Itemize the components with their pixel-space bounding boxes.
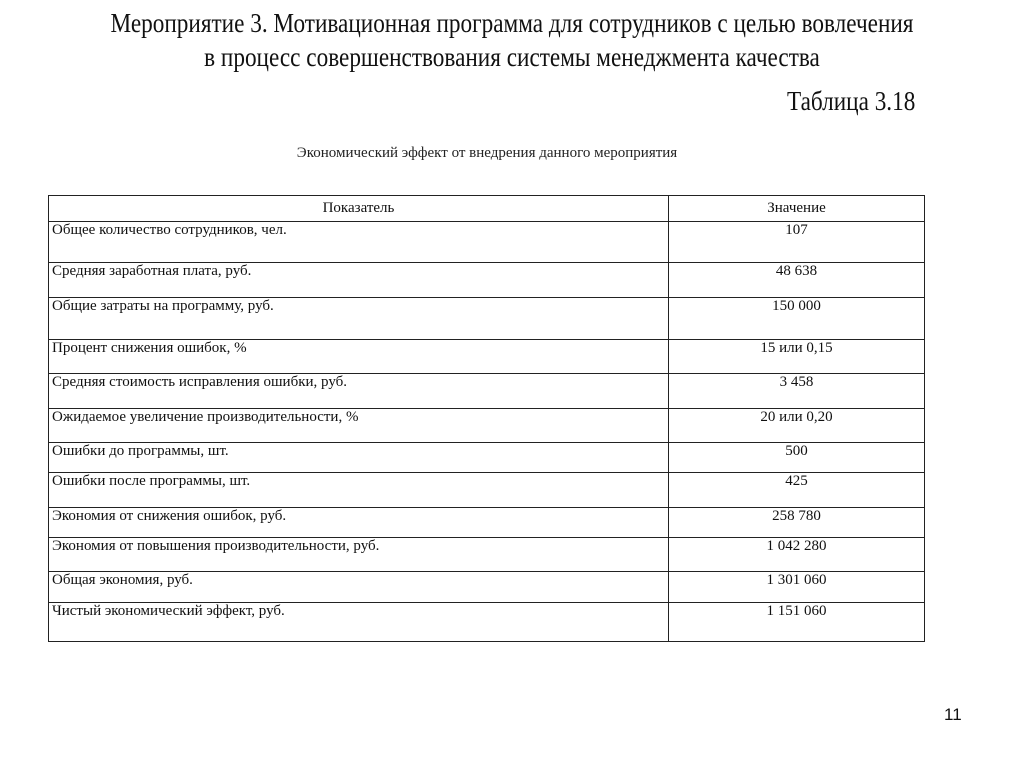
table-row: [49, 473, 925, 508]
indicator-cell: Общее количество сотрудников, чел.: [49, 222, 669, 263]
value-cell: 3 458: [669, 374, 925, 409]
economic-effect-table: [48, 195, 925, 642]
indicator-cell: Общая экономия, руб.: [49, 572, 669, 603]
table-row: [49, 409, 925, 443]
indicator-cell: Ошибки после программы, шт.: [49, 473, 669, 508]
value-cell: 107: [669, 222, 925, 263]
value-cell: 1 042 280: [669, 538, 925, 572]
table-header-row: [49, 196, 925, 222]
table-row: [49, 572, 925, 603]
indicator-cell: Ошибки до программы, шт.: [49, 443, 669, 473]
indicator-cell: Общие затраты на программу, руб.: [49, 298, 669, 340]
value-cell: 15 или 0,15: [669, 340, 925, 374]
value-cell: 150 000: [669, 298, 925, 340]
value-cell: 1 151 060: [669, 603, 925, 642]
table-caption: Экономический эффект от внедрения данного мероприятия: [296, 145, 678, 161]
page-number: 11: [944, 705, 962, 724]
column-header-value: Значение: [669, 196, 925, 222]
slide-title: [72, 6, 953, 74]
slide-title-line-2: в процесс совершенствования системы менеджмента качества: [204, 42, 820, 72]
column-header-indicator: Показатель: [49, 196, 669, 222]
table-body: [49, 222, 925, 642]
value-cell: 425: [669, 473, 925, 508]
table-row: [49, 374, 925, 409]
value-cell: 500: [669, 443, 925, 473]
value-cell: 48 638: [669, 263, 925, 298]
table-row: [49, 603, 925, 642]
indicator-cell: Чистый экономический эффект, руб.: [49, 603, 669, 642]
value-cell: 258 780: [669, 508, 925, 538]
indicator-cell: Ожидаемое увеличение производительности, %: [49, 409, 669, 443]
table-row: [49, 298, 925, 340]
indicator-cell: Средняя заработная плата, руб.: [49, 263, 669, 298]
table-row: [49, 538, 925, 572]
table-row: [49, 508, 925, 538]
table-row: [49, 222, 925, 263]
slide-title-line-1: Мероприятие 3. Мотивационная программа для сотрудников с целью вовлечения: [110, 8, 914, 38]
value-cell: 20 или 0,20: [669, 409, 925, 443]
table-row: [49, 263, 925, 298]
table-number-label: Таблица 3.18: [787, 86, 916, 116]
indicator-cell: Средняя стоимость исправления ошибки, руб.: [49, 374, 669, 409]
value-cell: 1 301 060: [669, 572, 925, 603]
indicator-cell: Экономия от повышения производительности, руб.: [49, 538, 669, 572]
table-row: [49, 443, 925, 473]
indicator-cell: Процент снижения ошибок, %: [49, 340, 669, 374]
indicator-cell: Экономия от снижения ошибок, руб.: [49, 508, 669, 538]
table-row: [49, 340, 925, 374]
